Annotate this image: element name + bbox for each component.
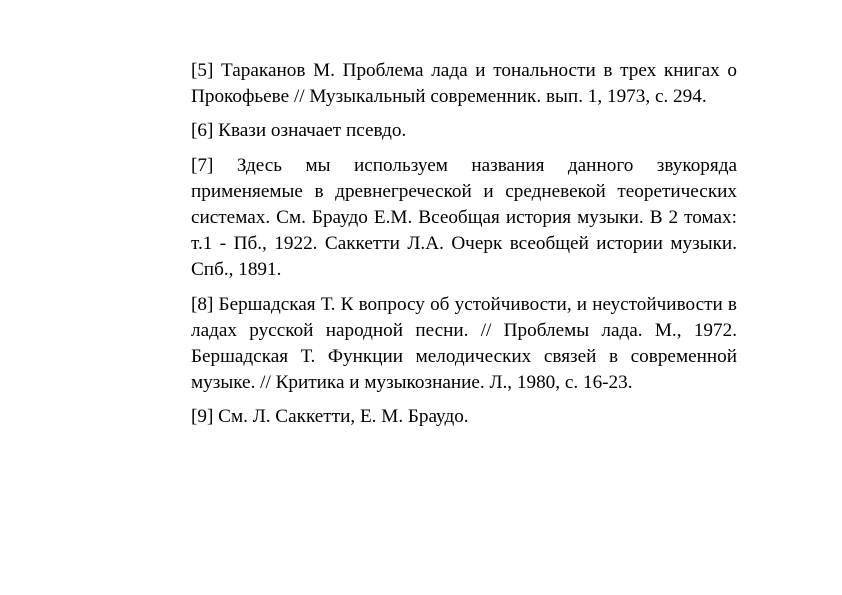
footnotes-list bbox=[191, 58, 737, 439]
footnote-7: [7] Здесь мы используем названия данного звукоряда применяемые в древнегреческой и средневекой теоретических системах. См. Браудо Е.М. Всеобщая история музыки. В 2 томах: т.1 - Пб., 1922. Саккетти Л.А. Очерк всеобщей истории музыки. Спб., 1891. bbox=[191, 154, 737, 281]
footnote-9: [9] См. Л. Саккетти, Е. М. Браудо. bbox=[191, 406, 469, 428]
footnote-8: [8] Бершадская Т. К вопросу об устойчивости, и неустойчивости в ладах русской народной песни. // Проблемы лада. М., 1972. Бершадская Т. Функции мелодических связей в современной музыке. // Критика и музыкознание. Л., 1980, с. 16-23. bbox=[191, 293, 737, 394]
footnote-6: [6] Квази означает псевдо. bbox=[191, 120, 407, 142]
footnote-5: [5] Тараканов М. Проблема лада и тональности в трех книгах о Прокофьеве // Музыкальный современник. вып. 1, 1973, с. 294. bbox=[191, 60, 737, 108]
